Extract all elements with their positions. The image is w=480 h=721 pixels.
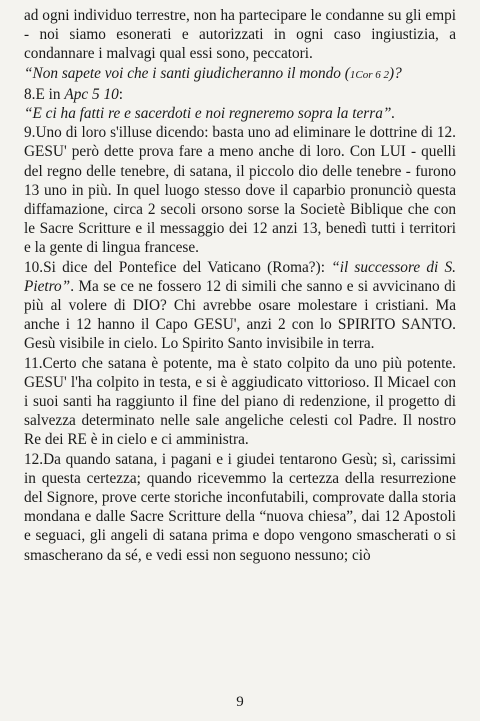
italic-text: “E ci ha fatti re e sacerdoti e noi regneremo sopra la terra”. — [24, 105, 396, 123]
italic-text: “Non sapete voi che i santi giudicheranno il mondo ( — [24, 64, 350, 82]
italic-text: )? — [389, 64, 402, 82]
italic-text: Apc 5 10 — [64, 85, 119, 103]
paragraph — [24, 354, 456, 450]
text-segment: : — [118, 85, 124, 103]
text-segment: 9.Uno di loro s'illuse dicendo: basta uno ad eliminare le dottrine di 12. GESU' però dette prova fare a meno anche di loro. Con LUI - quelli del regno delle tenebre, di satana, il piccolo dio delle tenebre - furono 13 uno in più. In quel luogo stesso dove il caparbio pronunciò questa diffamazione, circa 2 secoli orsono sorse la Societè Biblique che con le Sacre Scritture e il messaggio dei 12 anzi 13, benedì tutti i territori e la gente di lingua francese. — [24, 124, 456, 257]
paragraph — [24, 123, 456, 257]
paragraph — [24, 6, 456, 64]
paragraph — [24, 450, 456, 565]
text-segment: 10.Si dice del Pontefice del Vaticano (Roma?): — [24, 258, 332, 276]
paragraph — [24, 104, 456, 123]
body-text — [24, 6, 456, 565]
italic-text: 1Cor 6 2 — [349, 68, 389, 81]
text-segment: ad ogni individuo terrestre, non ha partecipare le condanne su gli empi - noi siamo esonerati e autorizzati in ogni caso ingiustizia, a condannare i malvagi qual essi sono, peccatori. — [24, 7, 456, 63]
paragraph — [24, 85, 456, 104]
text-segment: 11.Certo che satana è potente, ma è stato colpito da uno più potente. GESU' l'ha colpito in testa, e si è aggiudicato vittorioso. Il Micael con i suoi santi ha raggiunto il fine del piano di redenzione, il progetto di salvezza determinato nelle sale angeliche celesti col Padre. Il nostro Re dei RE è in cielo e ci amministra. — [24, 354, 456, 449]
text-segment: 8.E in — [24, 85, 65, 103]
text-segment: . Ma se ce ne fossero 12 di simili che sanno e si avvicinano di più al volere di DIO? Chi avrebbe osare molestare i cristiani. Ma anche i 12 hanno il Capo GESU', anzi 2 con lo SPIRITO SANTO. Gesù visibile in cielo. Lo Spirito Santo invisibile in terra. — [24, 277, 456, 353]
paragraph — [24, 64, 456, 85]
italic-text: “il successore di S. Pietro” — [24, 258, 456, 295]
text-segment: 12.Da quando satana, i pagani e i giudei tentarono Gesù; sì, carissimi in questa certezza; quando ricevemmo la certezza della resurrezione del Signore, prove certe storiche inconfutabili, comprovate dalla storia mondana e dalle Sacre Scritture della “nuova chiesa”, dai 12 Apostoli e seguaci, gli angeli di satana prima e dopo vengono smascherati o si smascherano da sé, e vedi essi non seguono nessuno; ciò — [24, 450, 456, 564]
paragraph — [24, 258, 456, 354]
page-number: 9 — [236, 694, 244, 710]
